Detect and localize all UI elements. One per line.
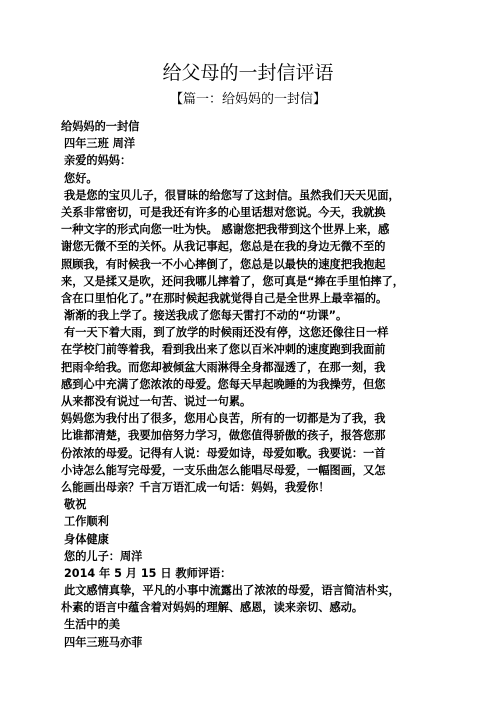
text-line: 给妈妈的一封信 (61, 120, 140, 133)
text-line: 把雨伞给我。而您却被倾盆大雨淋得全身都湿透了，在那一刻，我 (61, 360, 386, 374)
text-line: 四年三班马亦菲 (64, 635, 143, 649)
text-line: 谢您无微不至的关怀。从我记事起，您总是在我的身边无微不至的 (61, 240, 386, 254)
document-subtitle: 【篇一：给妈妈的一封信】 (169, 92, 326, 107)
text-line: 在学校门前等着我，看到我出来了您以百米冲刺的速度跑到我面前 (61, 343, 386, 357)
text-line: 关系非常密切，可是我还有许多的心里话想对您说。今天，我就换 (61, 205, 386, 219)
text-line: 朴素的语言中蕴含着对妈妈的理解、感恩，读来亲切、感动。 (61, 601, 364, 615)
text-line: 含在口里怕化了。”在那时候起我就觉得自己是全世界上最幸福的。 (61, 291, 388, 305)
document-body (61, 118, 445, 651)
text-line: 工作顺利 (64, 515, 109, 529)
text-line: 比谁都清楚，我要加倍努力学习，做您值得骄傲的孩子，报答您那 (61, 429, 386, 443)
text-line: 小诗怎么能写完母爱，一支乐曲怎么能唱尽母爱，一幅图画，又怎 (61, 463, 386, 477)
text-line: 妈妈您为我付出了很多，您用心良苦，所有的一切都是为了我，我 (61, 412, 386, 426)
text-line: 感到心中充满了您浓浓的母爱。您每天早起晚睡的为我操劳，但您 (61, 377, 386, 391)
text-line: 亲爱的妈妈： (64, 154, 132, 168)
text-line: 2014 年 5 月 15 日 教师评语： (64, 566, 232, 580)
document-title: 给父母的一封信评语 (162, 62, 334, 84)
text-line: 照顾我，有时候我一不小心摔倒了，您总是以最快的速度把我抱起 (61, 257, 386, 271)
text-line: 我是您的宝贝儿子，很冒昧的给您写了这封信。虽然我们天天见面， (64, 188, 400, 202)
text-line: 份浓浓的母爱。记得有人说：母爱如诗，母爱如歌。我要说：一首 (61, 446, 386, 460)
text-line: 您好。 (64, 171, 98, 185)
text-line: 渐渐的我上学了。接送我成了您每天雷打不动的“功课”。 (64, 309, 348, 323)
text-line: 有一天下着大雨，到了放学的时候雨还没有停，这您还像往日一样 (64, 326, 389, 340)
text-line: 此文感情真挚，平凡的小事中流露出了浓浓的母爱，语言简洁朴实， (64, 584, 400, 598)
text-line: 生活中的美 (64, 618, 120, 632)
text-line: 一种文字的形式向您一吐为快。 感谢您把我带到这个世界上来，感 (61, 223, 390, 237)
text-line: 么能画出母亲？千言万语汇成一句话：妈妈，我爱你！ (61, 480, 330, 494)
text-line: 从来都没有说过一句苦、说过一句累。 (61, 395, 252, 408)
text-line: 四年三班 周洋 (64, 137, 136, 151)
text-line: 来，又是揉又是吹，还问我哪儿摔着了，您可真是“捧在手里怕摔了， (61, 274, 404, 288)
text-line: 身体健康 (64, 532, 109, 546)
text-line: 您的儿子：周洋 (64, 549, 143, 563)
text-line: 敬祝 (64, 498, 87, 512)
